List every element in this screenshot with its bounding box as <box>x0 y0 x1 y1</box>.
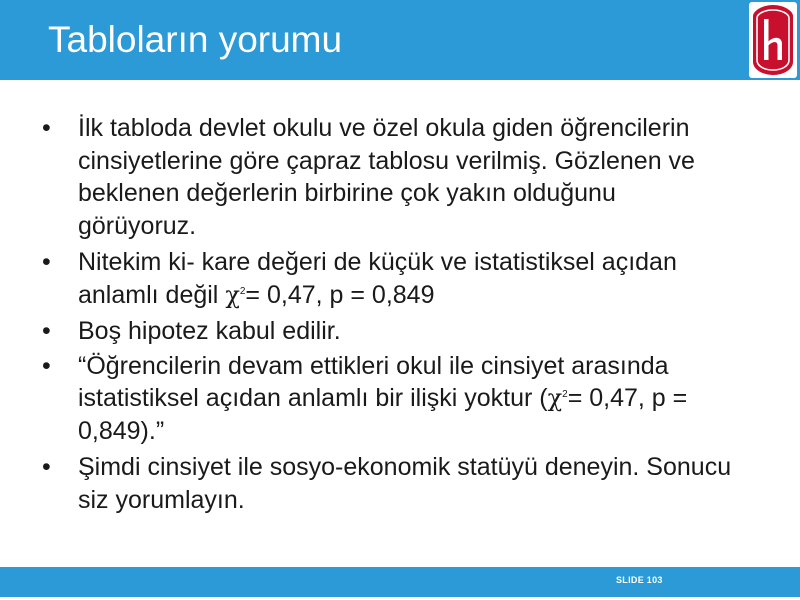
bullet-text: Boş hipotez kabul edilir. <box>78 317 341 345</box>
footer-bar <box>0 567 800 597</box>
list-item <box>42 112 732 242</box>
slide-number: SLIDE 103 <box>616 575 663 585</box>
bullet-text: Şimdi cinsiyet ile sosyo-ekonomik statüyü deneyin. Sonucu siz yorumlayın. <box>78 453 732 514</box>
list-item <box>42 451 732 516</box>
bullet-text: Nitekim ki- kare değeri de küçük ve istatistiksel açıdan anlamlı değil <box>78 248 677 309</box>
slide-title: Tabloların yorumu <box>48 19 343 60</box>
superscript: 2 <box>562 389 568 400</box>
bullet-marker: • <box>42 114 51 142</box>
bullet-marker: • <box>42 351 51 380</box>
list-item <box>42 350 732 448</box>
bullet-marker: • <box>42 248 51 276</box>
university-logo-icon <box>749 2 797 78</box>
bullet-text-end: = 0,47, p = 0,849).” <box>78 384 688 445</box>
bullet-text: “Öğrencilerin devam ettikleri okul ile cinsiyet arasında istatistiksel açıdan anlamlı bir ilişki yoktur ( <box>78 351 669 412</box>
chi-symbol: χ <box>547 384 563 412</box>
bullet-marker: • <box>42 317 51 345</box>
chi-symbol: χ <box>225 280 240 309</box>
bullet-list <box>42 112 732 520</box>
bullet-text-end: = 0,47, p = 0,849 <box>245 280 435 309</box>
bullet-marker: • <box>42 453 51 481</box>
list-item <box>42 246 732 311</box>
header-bar <box>0 0 800 80</box>
list-item <box>42 315 732 348</box>
superscript: 2 <box>239 285 246 297</box>
bullet-text: İlk tabloda devlet okulu ve özel okula giden öğrencilerin cinsiyetlerine göre çapraz tablosu verilmiş. Gözlenen ve beklenen değerlerin birbirine çok yakın olduğunu görüyoruz. <box>78 114 695 240</box>
